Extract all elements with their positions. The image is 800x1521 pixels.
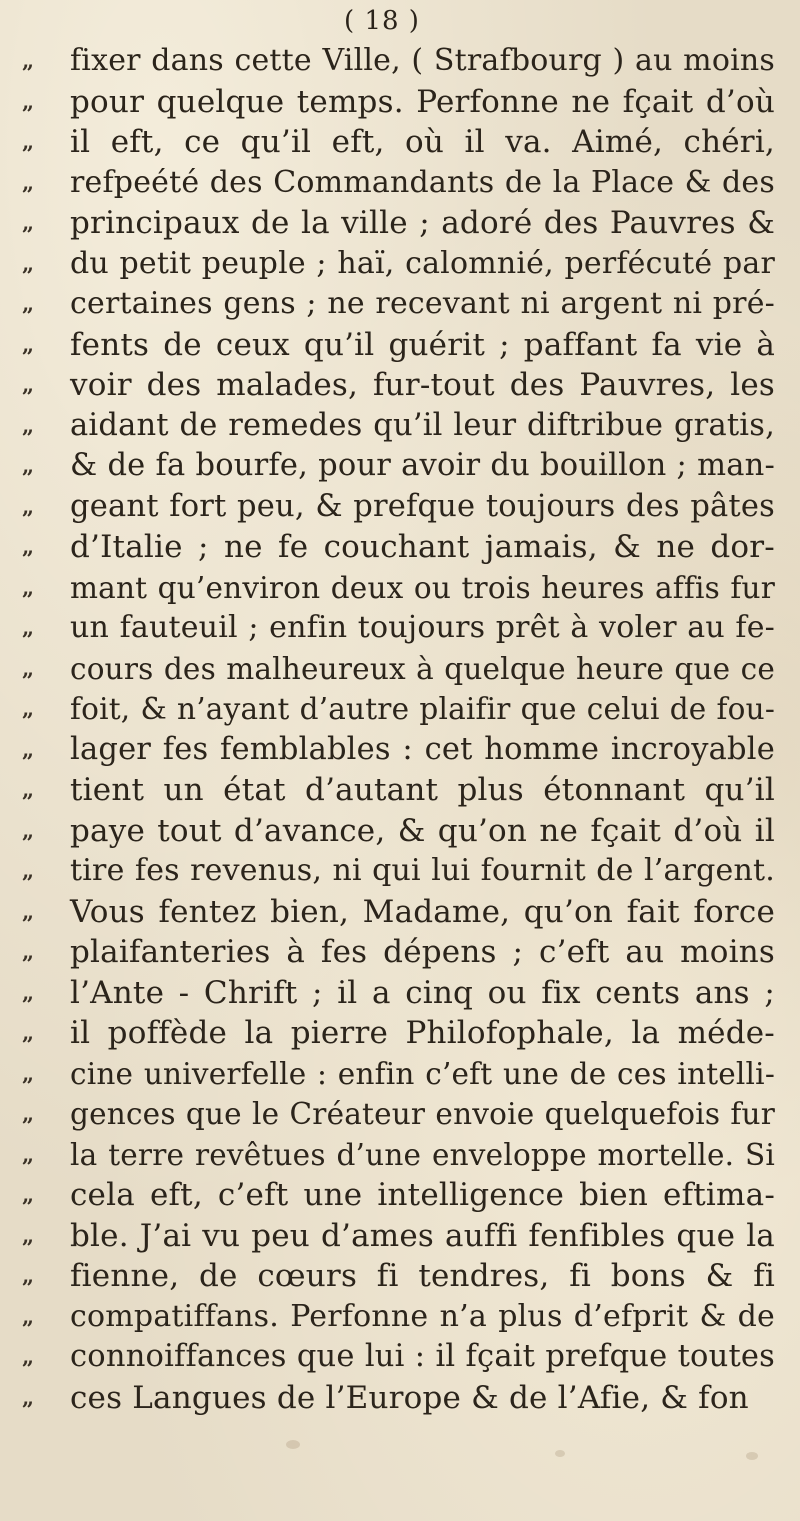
text-line (0, 1378, 800, 1419)
quotation-mark: „ (22, 777, 35, 802)
quotation-mark: „ (22, 736, 35, 762)
quotation-mark: „ (22, 898, 35, 924)
line-text: un fauteuil ; enfin toujours prêt à voler au fe- (70, 610, 775, 645)
line-text: la terre revêtues d’une enveloppe mortelle. Si (70, 1137, 775, 1172)
quotation-mark: „ (22, 615, 35, 640)
text-line (0, 122, 800, 163)
text-line (0, 1013, 800, 1054)
quotation-mark: „ (22, 493, 35, 519)
text-line (0, 41, 800, 82)
quotation-mark: „ (22, 88, 35, 114)
line-text: geant fort peu, & prefque toujours des pâtes (70, 488, 775, 524)
line-text: mant qu’environ deux ou trois heures affis fur (70, 570, 775, 605)
quotation-mark: „ (22, 250, 35, 276)
text-line (0, 487, 800, 528)
quotation-mark: „ (22, 1344, 35, 1369)
quotation-mark: „ (22, 817, 35, 843)
line-text: connoiffances que lui : il fçait prefque toutes (70, 1339, 775, 1374)
text-line (0, 770, 800, 811)
text-line (0, 851, 800, 892)
line-text: il eft, ce qu’il eft, où il va. Aimé, chéri, (70, 124, 775, 160)
line-text: fixer dans cette Ville, ( Strafbourg ) au moins (70, 43, 775, 78)
line-text: refpeété des Commandants de la Place & des (70, 164, 775, 200)
line-text: il poffède la pierre Philofophale, la méde- (70, 1015, 775, 1051)
line-text: aidant de remedes qu’il leur diftribue gratis, (70, 407, 775, 443)
quotation-mark: „ (22, 534, 35, 559)
line-text: gences que le Créateur envoie quelquefois fur (70, 1097, 775, 1131)
line-text: compatiffans. Perfonne n’a plus d’efprit & de (70, 1298, 775, 1334)
line-text: pour quelque temps. Perfonne ne fçait d’où (70, 83, 775, 120)
text-line (0, 244, 800, 285)
text-line (0, 973, 800, 1014)
line-text: foit, & n’ayant d’autre plaifir que celui de fou- (70, 692, 775, 726)
text-line (0, 406, 800, 447)
page-number: ( 18 ) (344, 6, 420, 36)
quotation-mark: „ (22, 169, 35, 195)
text-line (0, 1256, 800, 1297)
text-line (0, 1216, 800, 1257)
quotation-mark: „ (22, 574, 35, 600)
text-line (0, 608, 800, 649)
line-text: d’Italie ; ne fe couchant jamais, & ne dor- (70, 529, 775, 565)
line-text: ces Langues de l’Europe & de l’Afie, & fon (70, 1379, 749, 1416)
text-line (0, 730, 800, 771)
text-line (0, 163, 800, 204)
quotation-mark: „ (22, 1384, 35, 1410)
text-line (0, 932, 800, 973)
quotation-mark: „ (22, 129, 35, 154)
quotation-mark: „ (22, 372, 35, 397)
line-text: Vous fentez bien, Madame, qu’on fait force (70, 893, 775, 930)
line-text: principaux de la ville ; adoré des Pauvres & (70, 205, 775, 241)
text-line (0, 568, 800, 609)
quotation-mark: „ (22, 210, 35, 235)
paper-stain (555, 1450, 565, 1457)
line-text: cine univerfelle : enfin c’eft une de ces intelli- (70, 1056, 775, 1091)
quotation-mark: „ (22, 291, 35, 316)
text-line (0, 203, 800, 244)
line-text: tient un état d’autant plus étonnant qu’il (70, 772, 775, 808)
text-line (0, 284, 800, 325)
quotation-mark: „ (22, 453, 35, 478)
line-text: ble. J’ai vu peu d’ames auffi fenfibles que la (70, 1217, 775, 1254)
line-text: l’Ante - Chrift ; il a cinq ou fix cents ans ; (70, 974, 775, 1011)
text-line (0, 365, 800, 406)
text-line (0, 446, 800, 487)
line-text: & de fa bourfe, pour avoir du bouillon ; man- (70, 448, 775, 483)
quotation-mark: „ (22, 1182, 35, 1207)
text-line (0, 527, 800, 568)
quotation-mark: „ (22, 331, 35, 357)
text-line (0, 1054, 800, 1095)
text-line (0, 811, 800, 852)
line-text: du petit peuple ; haï, calomnié, perfécuté par (70, 245, 775, 281)
text-line (0, 1094, 800, 1135)
paper-stain (286, 1440, 300, 1449)
page-header (0, 6, 800, 36)
text-line (0, 325, 800, 366)
quotation-mark: „ (22, 1303, 35, 1329)
quotation-mark: „ (22, 1060, 35, 1086)
quotation-mark: „ (22, 412, 35, 438)
quotation-mark: „ (22, 939, 35, 964)
text-line (0, 1175, 800, 1216)
quotation-mark: „ (22, 1263, 35, 1288)
quotation-mark: „ (22, 979, 35, 1005)
line-text: tire fes revenus, ni qui lui fournit de l’argent. (70, 853, 775, 888)
line-text: paye tout d’avance, & qu’on ne fçait d’où il (70, 812, 775, 849)
line-text: cela eft, c’eft une intelligence bien eftima- (70, 1177, 775, 1213)
line-text: voir des malades, fur-tout des Pauvres, les (70, 367, 775, 403)
text-line (0, 1337, 800, 1378)
quotation-mark: „ (22, 1101, 35, 1126)
quotation-mark: „ (22, 655, 35, 681)
paper-stain (746, 1452, 758, 1460)
text-line (0, 892, 800, 933)
line-text: fienne, de cœurs fi tendres, fi bons & fi (70, 1258, 775, 1294)
quotation-mark: „ (22, 48, 35, 73)
text-line (0, 1135, 800, 1176)
quotation-mark: „ (22, 1020, 35, 1045)
text-line (0, 689, 800, 730)
quotation-mark: „ (22, 1222, 35, 1248)
quotation-mark: „ (22, 858, 35, 883)
line-text: plaifanteries à fes dépens ; c’eft au moins (70, 934, 775, 970)
line-text: lager fes femblables : cet homme incroyable (70, 731, 775, 767)
line-text: fents de ceux qu’il guérit ; paffant fa vie à (70, 326, 775, 363)
quotation-mark: „ (22, 696, 35, 721)
line-text: cours des malheureux à quelque heure que ce (70, 651, 775, 686)
quotation-mark: „ (22, 1141, 35, 1167)
text-line (0, 649, 800, 690)
line-text: certaines gens ; ne recevant ni argent ni pré- (70, 286, 775, 321)
text-line (0, 82, 800, 123)
text-body (0, 41, 800, 1418)
text-line (0, 1297, 800, 1338)
